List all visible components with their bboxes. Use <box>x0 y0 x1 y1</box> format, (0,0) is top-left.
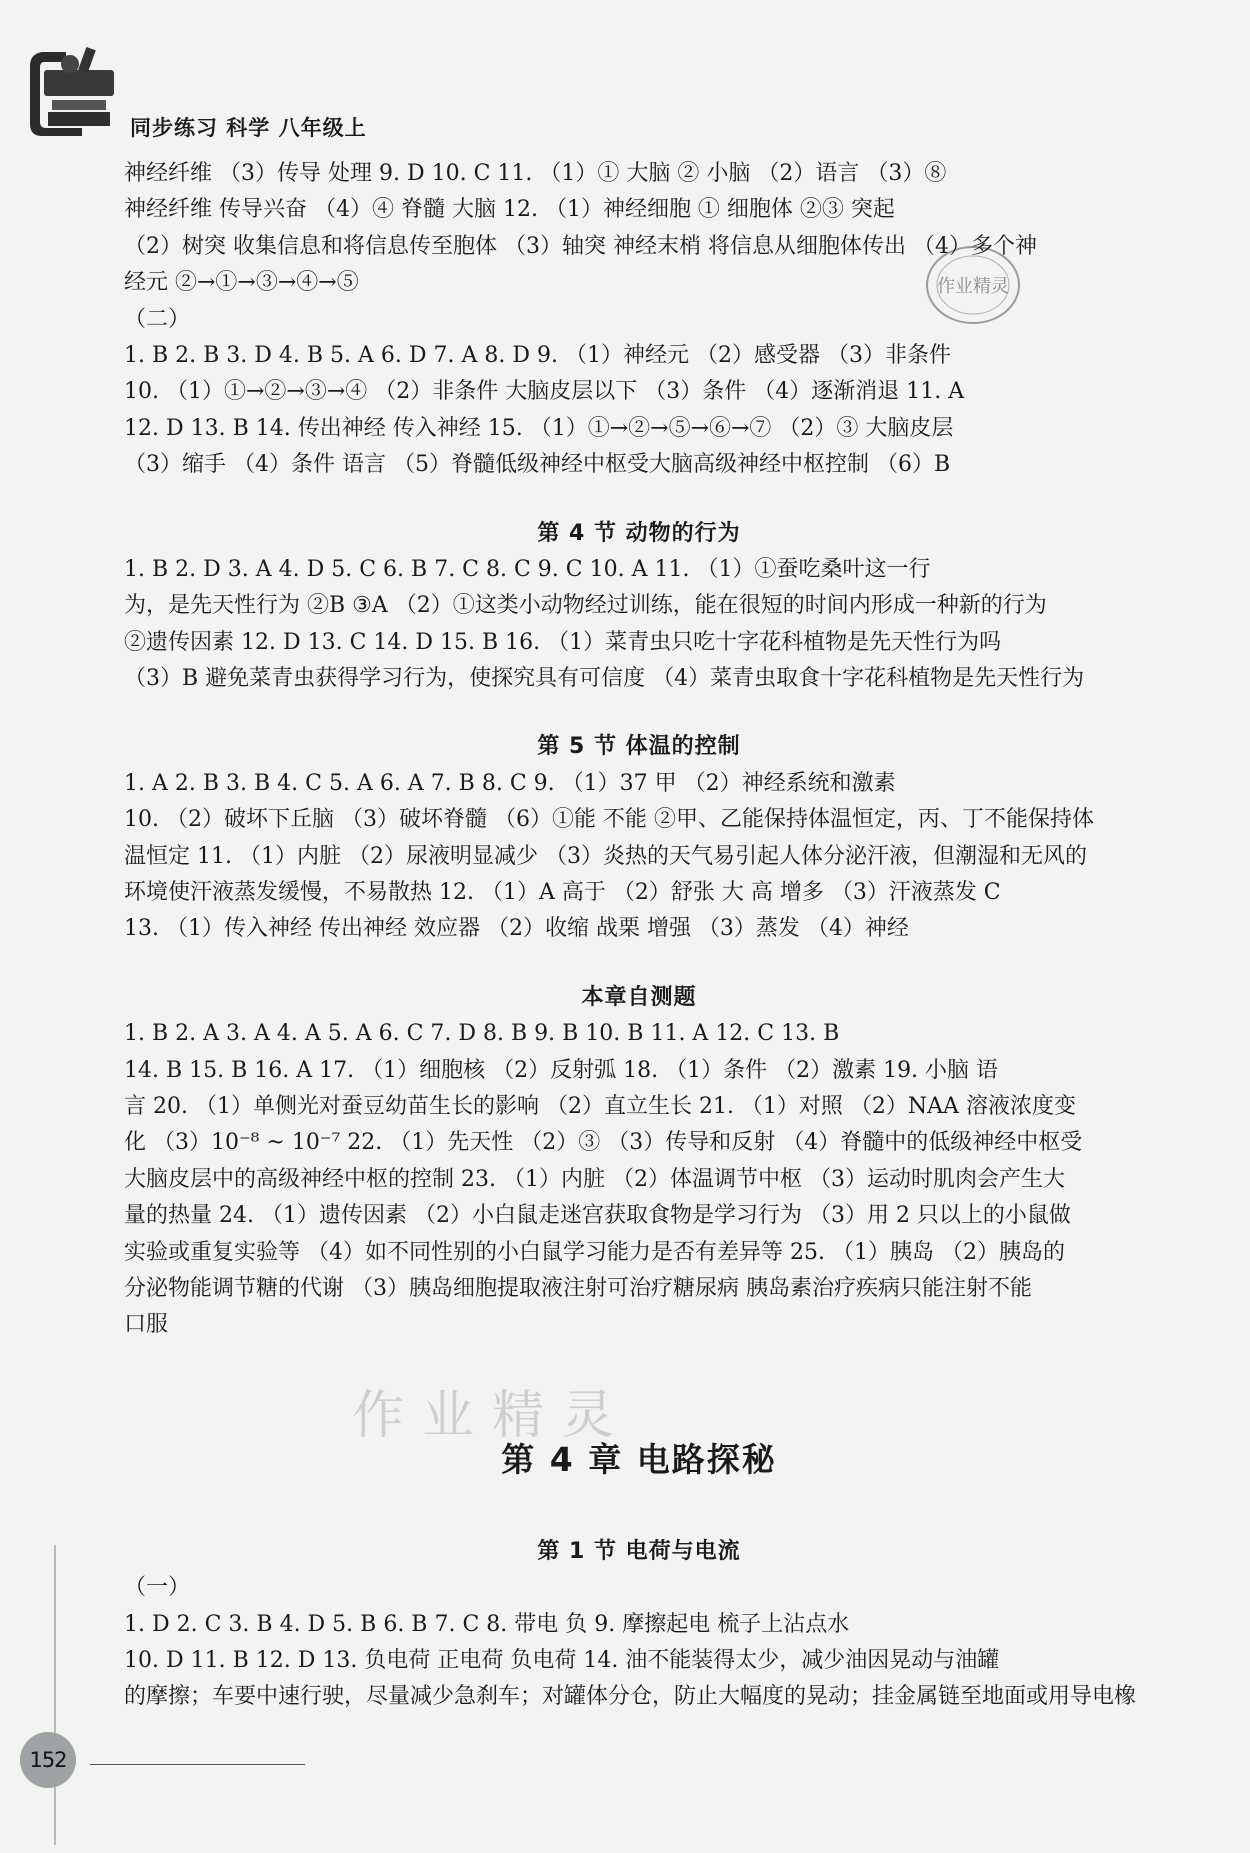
answer-line: 10. （2）破坏下丘脑 （3）破坏脊髓 （6）①能 不能 ②甲、乙能保持体温恒定，丙、丁不能保持体 <box>124 807 1094 833</box>
margin-rule <box>54 1545 56 1845</box>
answer-line: 神经纤维 （3）传导 处理 9. D 10. C 11. （1）① 大脑 ② 小脑 （2）语言 （3）⑧ <box>124 161 947 186</box>
answer-line: 13. （1）传入神经 传出神经 效应器 （2）收缩 战栗 增强 （3）蒸发 （4）神经 <box>124 916 909 942</box>
book-title: 同步练习 科学 八年级上 <box>130 116 367 140</box>
answer-line: （二） <box>124 306 191 332</box>
answer-line: 1. D 2. C 3. B 4. D 5. B 6. B 7. C 8. 带电 负 9. 摩擦起电 梳子上沾点水 <box>124 1611 850 1637</box>
answer-line: 大脑皮层中的高级神经中枢的控制 23. （1）内脏 （2）体温调节中枢 （3）运动时肌肉会产生大 <box>124 1166 1065 1192</box>
page-header <box>22 44 482 144</box>
section-title: 第 4 节 动物的行为 <box>537 520 741 546</box>
answer-line: （一） <box>124 1575 191 1601</box>
answer-line: 实验或重复实验等 （4）如不同性别的小白鼠学习能力是否有差异等 25. （1）胰岛 （2）胰岛的 <box>124 1239 1065 1265</box>
svg-text:作业精灵: 作业精灵 <box>937 276 1009 297</box>
answer-content <box>124 156 1154 1716</box>
chapter-title: 第 4 章 电路探秘 <box>501 1439 777 1479</box>
answer-line: 1. B 2. A 3. A 4. A 5. A 6. C 7. D 8. B 9. B 10. B 11. A 12. C 13. B <box>124 1021 840 1047</box>
answer-line: 10. D 11. B 12. D 13. 负电荷 正电荷 负电荷 14. 油不能装得太少，减少油因晃动与油罐 <box>124 1647 1000 1673</box>
microscope-logo-icon <box>22 44 122 140</box>
answer-line: 温恒定 11. （1）内脏 （2）尿液明显减少 （3）炎热的天气易引起人体分泌汗液，但潮湿和无风的 <box>124 843 1087 869</box>
section-title: 第 1 节 电荷与电流 <box>537 1538 741 1564</box>
answer-line: 的摩擦；车要中速行驶，尽量减少急刹车；对罐体分仓，防止大幅度的晃动；挂金属链至地面或用导电橡 <box>124 1684 1137 1710</box>
answer-line: 10. （1）①→②→③→④ （2）非条件 大脑皮层以下 （3）条件 （4）逐渐消退 11. A <box>124 379 965 405</box>
answer-line: 14. B 15. B 16. A 17. （1）细胞核 （2）反射弧 18. （1）条件 （2）激素 19. 小脑 语 <box>124 1057 999 1083</box>
footer-rule <box>90 1764 305 1765</box>
answer-line: 言 20. （1）单侧光对蚕豆幼苗生长的影响 （2）直立生长 21. （1）对照 （2）NAA 溶液浓度变 <box>124 1093 1076 1119</box>
answer-line: 量的热量 24. （1）遗传因素 （2）小白鼠走迷宫获取食物是学习行为 （3）用 2 只以上的小鼠做 <box>124 1203 1071 1229</box>
answer-line: 口服 <box>124 1312 169 1338</box>
section-title: 本章自测题 <box>581 984 697 1010</box>
answer-line: 为，是先天性行为 ②B ③A （2）①这类小动物经过训练，能在很短的时间内形成一种新的行为 <box>124 593 1047 619</box>
answer-line: 分泌物能调节糖的代谢 （3）胰岛细胞提取液注射可治疗糖尿病 胰岛素治疗疾病只能注射不能 <box>124 1275 1032 1301</box>
answer-line: ②遗传因素 12. D 13. C 14. D 15. B 16. （1）菜青虫只吃十字花科植物是先天性行为吗 <box>124 629 1002 655</box>
answer-line: （3）B 避免菜青虫获得学习行为，使探究具有可信度 （4）菜青虫取食十字花科植物是先天性行为 <box>124 666 1085 692</box>
section-title: 第 5 节 体温的控制 <box>537 734 741 760</box>
answer-line: （3）缩手 （4）条件 语言 （5）脊髓低级神经中枢受大脑高级神经中枢控制 （6）B <box>124 452 951 478</box>
answer-line: 12. D 13. B 14. 传出神经 传入神经 15. （1）①→②→⑤→⑥→⑦ （2）③ 大脑皮层 <box>124 415 954 441</box>
answer-line: 经元 ②→①→③→④→⑤ <box>124 270 359 296</box>
answer-line: （2）树突 收集信息和将信息传至胞体 （3）轴突 神经末梢 将信息从细胞体传出 （4）多个神 <box>124 233 1037 259</box>
answer-line: 环境使汗液蒸发缓慢，不易散热 12. （1）A 高于 （2）舒张 大 高 增多 （3）汗液蒸发 C <box>124 880 1001 906</box>
watermark-text: 作业精灵 <box>352 1386 633 1446</box>
answer-line: 1. A 2. B 3. B 4. C 5. A 6. A 7. B 8. C 9. （1）37 甲 （2）神经系统和激素 <box>124 770 896 796</box>
answer-line: 神经纤维 传导兴奋 （4）④ 脊髓 大脑 12. （1）神经细胞 ① 细胞体 ②③ 突起 <box>124 197 895 223</box>
answer-line: 1. B 2. B 3. D 4. B 5. A 6. D 7. A 8. D 9. （1）神经元 （2）感受器 （3）非条件 <box>124 342 951 368</box>
page-number: 152 <box>20 1732 76 1788</box>
answer-line: 化 （3）10⁻⁸ ~ 10⁻⁷ 22. （1）先天性 （2）③ （3）传导和反射 （4）脊髓中的低级神经中枢受 <box>124 1130 1083 1156</box>
answer-line: 1. B 2. D 3. A 4. D 5. C 6. B 7. C 8. C 9. C 10. A 11. （1）①蚕吃桑叶这一行 <box>124 556 931 582</box>
